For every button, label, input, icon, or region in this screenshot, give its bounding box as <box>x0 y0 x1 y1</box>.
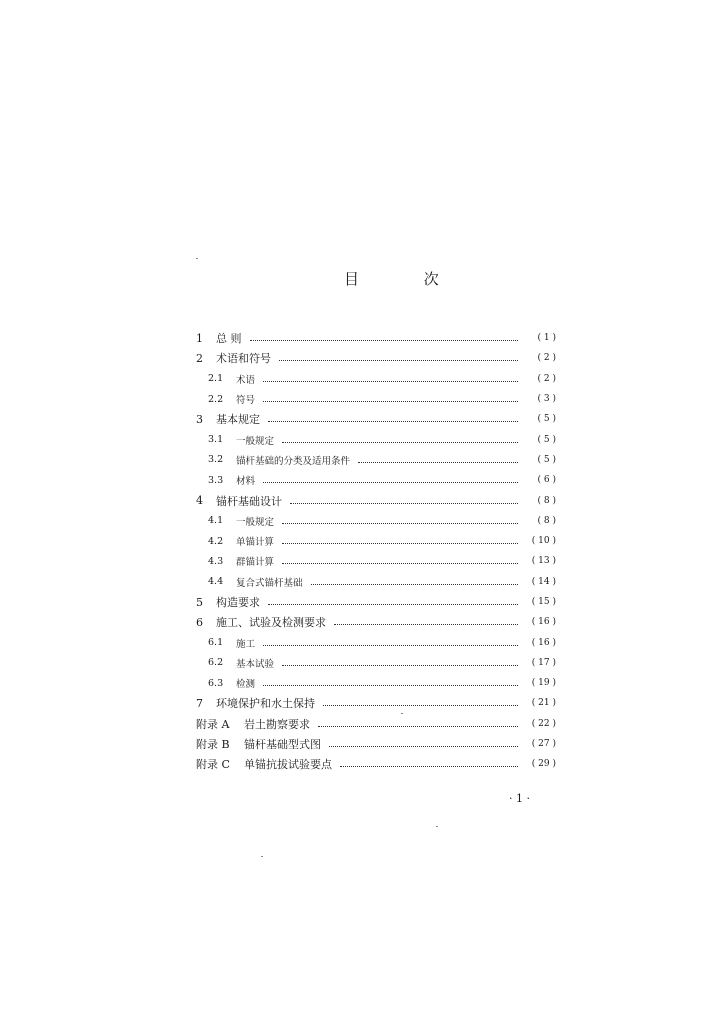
toc-entry-title: 单锚抗拔试验要点 <box>244 758 332 772</box>
toc-entry-title: 锚杆基础型式图 <box>244 738 321 752</box>
toc-entry-number: 6.1 <box>208 637 224 649</box>
toc-entry-number: 6 <box>196 615 203 629</box>
toc-entry-page: ( 5 ) <box>537 434 556 445</box>
toc-entry-number: 4.1 <box>208 515 224 527</box>
toc-entry-page: ( 27 ) <box>531 739 556 750</box>
scan-speck <box>261 856 263 857</box>
toc-entry-page: ( 8 ) <box>537 515 556 526</box>
dot-leader <box>279 359 518 361</box>
dot-leader <box>282 562 518 564</box>
toc-entry-number: 2 <box>196 351 203 365</box>
dot-leader <box>290 502 518 504</box>
toc-entry <box>196 450 556 470</box>
toc-entry-title: 单锚计算 <box>236 537 275 549</box>
toc-entry <box>196 511 556 531</box>
toc-entry-title: 构造要求 <box>216 596 260 609</box>
scan-speck <box>436 826 438 827</box>
toc-entry <box>196 734 556 754</box>
toc-entry <box>196 653 556 673</box>
dot-leader <box>340 765 518 767</box>
toc-entry <box>196 470 556 490</box>
page-number: · 1 · <box>509 792 530 805</box>
toc-entry-title: 术语 <box>236 374 256 386</box>
toc-entry-title: 一般规定 <box>236 516 275 528</box>
dot-leader <box>268 420 518 422</box>
dot-leader <box>334 623 518 625</box>
toc-entry <box>196 409 556 429</box>
toc-entry-page: ( 15 ) <box>531 597 556 607</box>
toc-entry <box>196 531 556 551</box>
toc-entry <box>196 429 556 449</box>
dot-leader <box>282 664 518 666</box>
toc-entry-title: 施工 <box>236 638 256 650</box>
toc-entry-page: ( 6 ) <box>537 475 556 486</box>
toc-entry-number: 附录 B <box>196 738 230 752</box>
toc-entry-title: 锚杆基础设计 <box>216 494 282 508</box>
dot-leader <box>318 725 518 727</box>
dot-leader <box>263 644 518 646</box>
table-of-contents <box>196 328 556 775</box>
toc-entry-page: ( 5 ) <box>537 454 556 465</box>
toc-entry-title: 锚杆基础的分类及适用条件 <box>236 455 351 467</box>
toc-entry-page: ( 1 ) <box>537 333 556 344</box>
toc-entry-page: ( 13 ) <box>531 556 556 567</box>
toc-entry-title: 符号 <box>236 395 256 407</box>
toc-entry-number: 2.2 <box>208 393 224 405</box>
dot-leader <box>282 522 518 524</box>
toc-entry-title: 一般规定 <box>236 435 275 447</box>
toc-entry-number: 6.3 <box>208 677 224 689</box>
toc-entry <box>196 612 556 632</box>
toc-entry-number: 附录 C <box>196 758 230 772</box>
scan-speck <box>196 258 198 259</box>
toc-entry-title: 检测 <box>236 679 256 691</box>
toc-entry-page: ( 17 ) <box>531 657 556 668</box>
toc-entry-number: 3 <box>196 412 203 426</box>
toc-entry-number: 5 <box>196 595 203 609</box>
toc-entry-number: 3.1 <box>208 434 224 446</box>
toc-entry-number: 3.2 <box>208 454 224 466</box>
toc-entry-number: 6.2 <box>208 657 224 669</box>
toc-entry <box>196 754 556 774</box>
dot-leader <box>358 461 518 463</box>
toc-entry-number: 7 <box>196 696 203 710</box>
toc-entry <box>196 389 556 409</box>
toc-entry <box>196 551 556 571</box>
toc-entry-number: 3.3 <box>208 474 224 486</box>
toc-entry-title: 材料 <box>236 476 256 488</box>
toc-entry-title: 基本规定 <box>216 413 260 427</box>
toc-entry-page: ( 19 ) <box>531 678 556 689</box>
dot-leader <box>323 704 518 706</box>
toc-entry-page: ( 16 ) <box>531 617 556 628</box>
dot-leader <box>329 745 518 747</box>
dot-leader <box>268 603 518 605</box>
toc-entry-number: 2.1 <box>208 373 224 385</box>
toc-entry-title: 基本试验 <box>236 658 275 670</box>
toc-entry-title: 术语和符号 <box>216 352 271 366</box>
toc-entry-page: ( 8 ) <box>537 495 556 506</box>
toc-entry-page: ( 29 ) <box>531 759 556 770</box>
toc-entry <box>196 348 556 368</box>
toc-entry <box>196 673 556 693</box>
toc-entry <box>196 592 556 612</box>
dot-leader <box>263 400 518 402</box>
toc-entry-title: 群锚计算 <box>236 557 275 569</box>
dot-leader <box>282 542 518 544</box>
dot-leader <box>311 583 518 585</box>
toc-entry-number: 附录 A <box>196 717 230 731</box>
toc-entry-page: ( 16 ) <box>531 637 556 648</box>
toc-entry <box>196 369 556 389</box>
toc-entry <box>196 328 556 348</box>
toc-entry <box>196 490 556 510</box>
toc-entry-page: ( 3 ) <box>537 394 556 405</box>
toc-entry <box>196 572 556 592</box>
toc-entry-title: 环境保护和水土保持 <box>216 697 315 711</box>
scan-speck <box>401 713 403 714</box>
toc-entry-number: 4.4 <box>208 576 224 588</box>
toc-entry-page: ( 14 ) <box>531 576 556 587</box>
toc-entry-title: 总 则 <box>216 332 242 346</box>
toc-entry-title: 复合式锚杆基础 <box>236 577 303 589</box>
toc-entry-page: ( 5 ) <box>537 414 556 425</box>
toc-entry-number: 4.3 <box>208 555 224 567</box>
toc-entry-number: 4 <box>196 494 203 508</box>
dot-leader <box>263 380 518 382</box>
toc-entry <box>196 714 556 734</box>
toc-entry-page: ( 10 ) <box>531 536 556 547</box>
toc-entry-number: 1 <box>196 331 203 345</box>
toc-entry-page: ( 22 ) <box>531 718 556 729</box>
toc-entry-number: 4.2 <box>208 535 224 547</box>
page-title: 目 次 <box>344 270 469 288</box>
toc-entry-title: 施工、试验及检测要求 <box>216 616 326 630</box>
toc-entry-page: ( 2 ) <box>537 353 556 364</box>
toc-entry <box>196 693 556 713</box>
dot-leader <box>282 441 518 443</box>
toc-entry <box>196 632 556 652</box>
toc-entry-title: 岩土勘察要求 <box>244 717 310 731</box>
toc-entry-page: ( 21 ) <box>531 698 556 709</box>
dot-leader <box>263 684 518 686</box>
dot-leader <box>263 481 518 483</box>
toc-entry-page: ( 2 ) <box>537 373 556 384</box>
dot-leader <box>250 339 519 341</box>
